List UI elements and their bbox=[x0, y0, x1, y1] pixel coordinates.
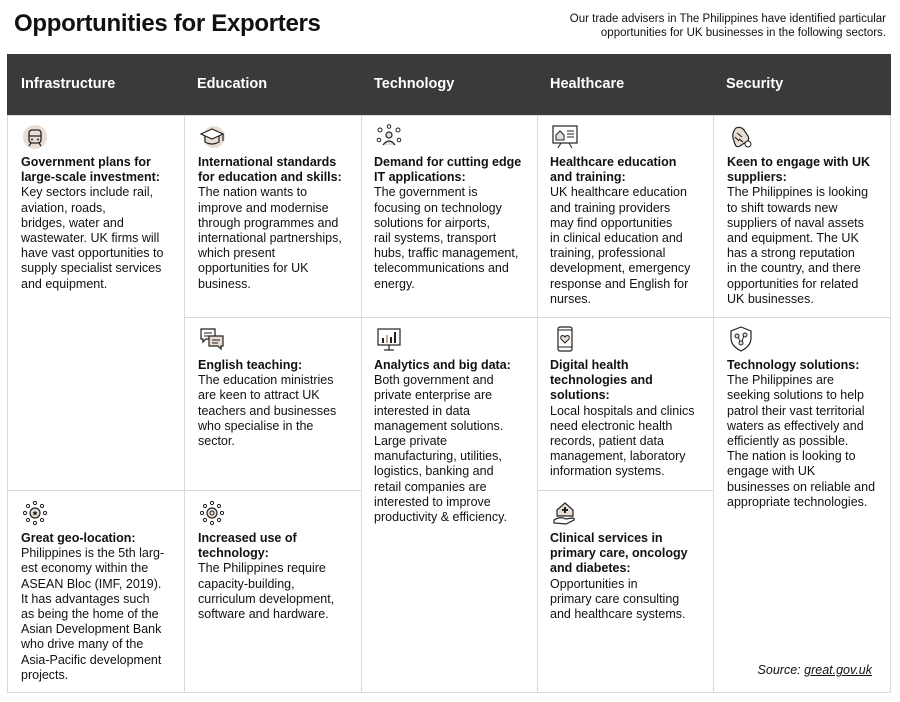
page-title: Opportunities for Exporters bbox=[14, 10, 321, 37]
cell-heading: Keen to engage with UK bbox=[727, 155, 871, 169]
cell-body: rail systems, transport bbox=[374, 231, 497, 246]
cell-body: engage with UK bbox=[727, 464, 816, 479]
source-label: Source: bbox=[757, 663, 801, 677]
cell-body: The Philippines is looking bbox=[727, 185, 869, 200]
source-link[interactable]: great.gov.uk bbox=[804, 663, 872, 677]
cell-body: private enterprise are bbox=[374, 388, 493, 403]
cell-body: development, emergency bbox=[550, 261, 691, 276]
cell-education-technology bbox=[198, 531, 358, 622]
cell-body: management solutions. bbox=[374, 418, 504, 433]
cell-body: logistics, banking and bbox=[374, 464, 494, 479]
cell-body: in clinical education and bbox=[550, 231, 683, 246]
cell-technology-it bbox=[374, 155, 536, 292]
cell-heading: and diabetes: bbox=[550, 561, 631, 576]
people-network-icon bbox=[376, 124, 402, 150]
cell-heading: Demand for cutting edge bbox=[374, 155, 522, 169]
globe-stars-icon bbox=[22, 500, 48, 526]
cell-body: need electronic health bbox=[550, 418, 673, 433]
cell-healthcare-digital bbox=[550, 358, 712, 480]
cell-body: and equipment. bbox=[21, 276, 108, 291]
train-icon bbox=[22, 124, 48, 150]
cell-body: in the country, and there bbox=[727, 261, 861, 276]
cell-body: bridges, water and bbox=[21, 215, 124, 230]
graduation-cap-icon bbox=[199, 124, 225, 150]
cell-body: Opportunities in bbox=[550, 576, 638, 591]
cell-body: retail companies are bbox=[374, 479, 487, 494]
cell-technology-analytics bbox=[374, 358, 536, 525]
column-header-technology: Technology bbox=[374, 76, 455, 92]
cell-body: wastewater. UK firms will bbox=[21, 231, 160, 246]
cell-body: has a strong reputation bbox=[727, 246, 855, 261]
cell-body: who specialise in the bbox=[198, 418, 314, 433]
cell-body: ASEAN Bloc (IMF, 2019). bbox=[21, 576, 162, 591]
cell-heading: large-scale investment: bbox=[21, 170, 160, 185]
handshake-icon bbox=[728, 124, 754, 150]
cell-body: businesses on reliable and bbox=[727, 479, 876, 494]
cell-body: telecommunications and bbox=[374, 261, 509, 276]
intro-line: Our trade advisers in The Philippines have identified particular bbox=[569, 13, 886, 25]
cell-body: Asian Development Bank bbox=[21, 622, 162, 637]
column-header-healthcare: Healthcare bbox=[550, 76, 625, 92]
cell-heading: technologies and bbox=[550, 373, 653, 388]
cell-heading: suppliers: bbox=[727, 170, 787, 185]
cell-body: international partnerships, bbox=[198, 231, 342, 246]
gear-network-icon bbox=[199, 500, 225, 526]
cell-body: Key sectors include rail, bbox=[21, 185, 154, 200]
cell-body: UK healthcare education bbox=[550, 185, 687, 200]
cell-heading: Digital health bbox=[550, 358, 629, 372]
cell-body: records, patient data bbox=[550, 434, 664, 449]
hand-cross-icon bbox=[552, 500, 578, 526]
cell-healthcare-clinical bbox=[550, 531, 712, 622]
cell-body: energy. bbox=[374, 276, 415, 291]
cell-body: supply specialist services bbox=[21, 261, 162, 276]
cell-body: teachers and businesses bbox=[198, 403, 337, 418]
cell-body: The education ministries bbox=[198, 373, 334, 388]
intro-line: opportunities for UK businesses in the following sectors. bbox=[600, 27, 886, 39]
cell-heading: IT applications: bbox=[374, 170, 466, 185]
shield-network-icon bbox=[728, 326, 754, 352]
cell-body: patrol their vast territorial bbox=[727, 403, 865, 418]
cell-body: est economy within the bbox=[21, 561, 149, 576]
cell-heading: English teaching: bbox=[198, 358, 303, 372]
cell-heading: Great geo-location: bbox=[21, 531, 136, 545]
phone-heart-icon bbox=[552, 326, 578, 352]
cell-body: nurses. bbox=[550, 291, 591, 306]
cell-infrastructure-geolocation bbox=[21, 531, 181, 683]
cell-body: as being the home of the bbox=[21, 607, 159, 622]
cell-body: to shift towards new bbox=[727, 200, 838, 215]
cell-body: Local hospitals and clinics bbox=[550, 403, 695, 418]
cell-heading: Increased use of bbox=[198, 531, 297, 545]
column-header-infrastructure: Infrastructure bbox=[21, 76, 116, 92]
cell-body: It has advantages such bbox=[21, 591, 150, 606]
cell-body: Large private bbox=[374, 434, 447, 449]
cell-body: software and hardware. bbox=[198, 607, 329, 622]
cell-body: suppliers of naval assets bbox=[727, 215, 864, 230]
cell-security-suppliers bbox=[727, 155, 887, 307]
cell-body: Asia-Pacific development bbox=[21, 652, 162, 667]
cell-body: primary care consulting bbox=[550, 591, 680, 606]
cell-body: seeking solutions to help bbox=[727, 388, 864, 403]
cell-body: The nation wants to bbox=[198, 185, 308, 200]
cell-heading: Government plans for bbox=[21, 155, 151, 169]
column-header-education: Education bbox=[197, 76, 268, 92]
cell-body: may find opportunities bbox=[550, 215, 673, 230]
cell-body: interested in data bbox=[374, 403, 470, 418]
cell-body: Both government and bbox=[374, 373, 494, 388]
cell-body: training, professional bbox=[550, 246, 666, 261]
cell-body: which present bbox=[198, 246, 276, 261]
cell-body: business. bbox=[198, 276, 251, 291]
cell-body: The Philippines require bbox=[198, 561, 326, 576]
cell-body: Philippines is the 5th larg- bbox=[21, 546, 165, 561]
cell-body: projects. bbox=[21, 667, 69, 682]
cell-body: waters as effectively and bbox=[727, 418, 864, 433]
cell-body: UK businesses. bbox=[727, 291, 814, 306]
cell-body: interested to improve bbox=[374, 494, 491, 509]
cell-infrastructure-investment bbox=[21, 155, 181, 292]
cell-heading: for education and skills: bbox=[198, 170, 342, 185]
cell-body: capacity-building, bbox=[198, 576, 295, 591]
chart-board-icon bbox=[376, 326, 402, 352]
cell-body: are keen to attract UK bbox=[198, 388, 320, 403]
cell-education-english bbox=[198, 358, 358, 449]
cell-heading: Clinical services in bbox=[550, 531, 663, 545]
cell-body: The government is bbox=[374, 185, 478, 200]
cell-heading: and training: bbox=[550, 170, 626, 185]
cell-body: information systems. bbox=[550, 464, 665, 479]
cell-body: productivity & efficiency. bbox=[374, 510, 507, 525]
cell-body: improve and modernise bbox=[198, 200, 329, 215]
cell-heading: Healthcare education bbox=[550, 155, 677, 169]
cell-body: and equipment. The UK bbox=[727, 231, 859, 246]
cell-heading: Technology solutions: bbox=[727, 358, 860, 372]
cell-security-technology bbox=[727, 358, 887, 510]
cell-body: hubs, traffic management, bbox=[374, 246, 519, 261]
source-note bbox=[758, 663, 872, 677]
cell-body: focusing on technology bbox=[374, 200, 502, 215]
cell-body: response and English for bbox=[550, 276, 689, 291]
cell-heading: solutions: bbox=[550, 388, 610, 403]
cell-body: and healthcare systems. bbox=[550, 607, 686, 622]
cell-education-standards bbox=[198, 155, 360, 292]
cell-body: management, laboratory bbox=[550, 449, 686, 464]
cell-body: The nation is looking to bbox=[727, 449, 856, 464]
cell-body: have vast opportunities to bbox=[21, 246, 164, 261]
cell-body: solutions for airports, bbox=[374, 215, 491, 230]
cell-body: through programmes and bbox=[198, 215, 339, 230]
cell-heading: primary care, oncology bbox=[550, 546, 688, 561]
cell-body: manufacturing, utilities, bbox=[374, 449, 502, 464]
cell-healthcare-education bbox=[550, 155, 712, 307]
cell-body: and training providers bbox=[550, 200, 671, 215]
cell-body: appropriate technologies. bbox=[727, 494, 868, 509]
cell-body: efficiently as possible. bbox=[727, 434, 849, 449]
cell-body: curriculum development, bbox=[198, 591, 335, 606]
cell-heading: technology: bbox=[198, 546, 269, 561]
cell-body: The Philippines are bbox=[727, 373, 835, 388]
health-board-icon bbox=[552, 124, 578, 150]
column-header-security: Security bbox=[726, 76, 784, 92]
speech-bubbles-icon bbox=[199, 326, 225, 352]
cell-body: opportunities for related bbox=[727, 276, 859, 291]
cell-body: opportunities for UK bbox=[198, 261, 309, 276]
cell-heading: Analytics and big data: bbox=[374, 358, 511, 372]
cell-body: aviation, roads, bbox=[21, 200, 106, 215]
cell-body: who drive many of the bbox=[21, 637, 144, 652]
cell-body: sector. bbox=[198, 434, 235, 449]
cell-heading: International standards bbox=[198, 155, 337, 169]
